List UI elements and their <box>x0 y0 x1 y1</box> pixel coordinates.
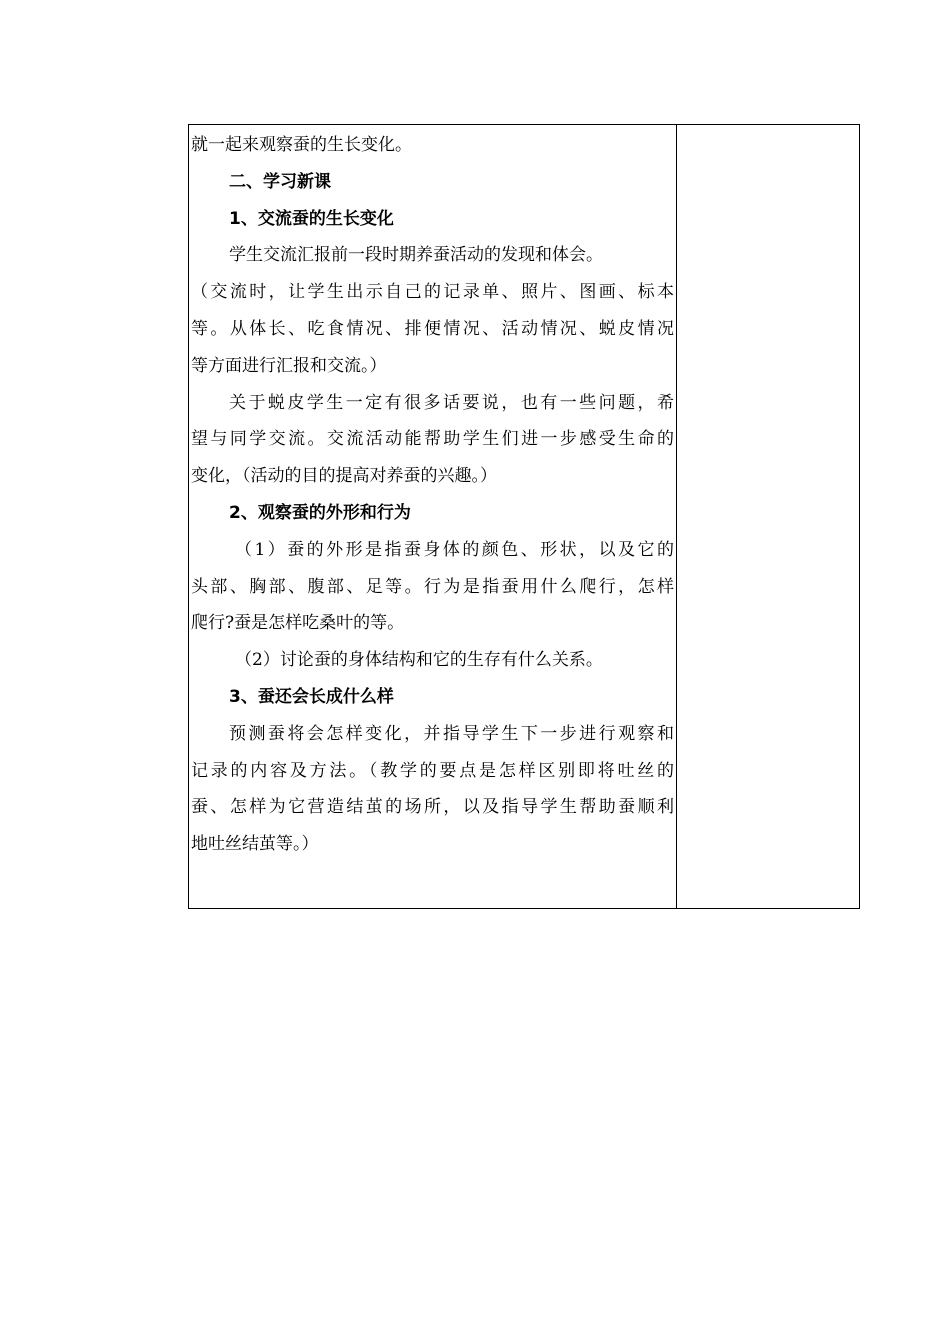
lesson-content-cell <box>189 125 677 908</box>
section-heading: 二、学习新课 <box>229 171 331 192</box>
text-line: 头部、胸部、腹部、足等。行为是指蚕用什么爬行，怎样 <box>191 576 674 597</box>
subsection-heading: 2、观察蚕的外形和行为 <box>229 502 411 523</box>
text-line: 预测蚕将会怎样变化，并指导学生下一步进行观察和 <box>229 723 674 744</box>
subsection-heading: 3、蚕还会长成什么样 <box>229 686 394 707</box>
notes-cell <box>677 125 859 908</box>
text-line: 等方面进行汇报和交流。） <box>191 355 387 376</box>
lesson-text <box>191 127 674 863</box>
text-line: 蚕、怎样为它营造结茧的场所，以及指导学生帮助蚕顺利 <box>191 797 674 818</box>
text-line: 等。从体长、吃食情况、排便情况、活动情况、蜕皮情况 <box>191 318 674 339</box>
text-line: 记录的内容及方法。（教学的要点是怎样区别即将吐丝的 <box>191 760 674 781</box>
text-line: （交流时，让学生出示自己的记录单、照片、图画、标本 <box>191 282 674 303</box>
text-line: （1）蚕的外形是指蚕身体的颜色、形状，以及它的 <box>235 539 674 560</box>
lesson-table <box>188 124 860 909</box>
text-line: 望与同学交流。交流活动能帮助学生们进一步感受生命的 <box>191 429 674 450</box>
subsection-heading: 1、交流蚕的生长变化 <box>229 208 394 229</box>
text-line: （2）讨论蚕的身体结构和它的生存有什么关系。 <box>235 650 603 671</box>
text-line: 爬行?蚕是怎样吃桑叶的等。 <box>191 613 405 634</box>
text-line: 学生交流汇报前一段时期养蚕活动的发现和体会。 <box>229 245 603 266</box>
text-line: 关于蜕皮学生一定有很多话要说，也有一些问题，希 <box>229 392 674 413</box>
text-line: 地吐丝结茧等。） <box>191 834 319 855</box>
text-line: 变化，（活动的目的提高对养蚕的兴趣。） <box>191 466 497 487</box>
text-line: 就一起来观察蚕的生长变化。 <box>191 135 412 155</box>
